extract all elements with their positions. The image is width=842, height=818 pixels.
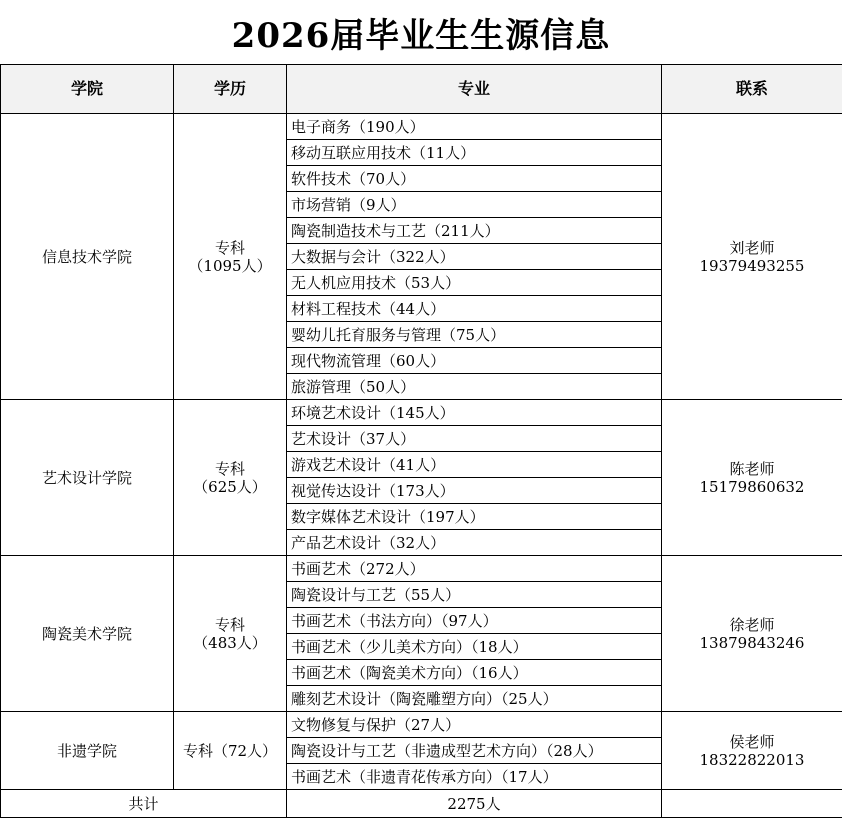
total-contact: [662, 790, 842, 818]
major-cell: 软件技术（70人）: [287, 166, 662, 192]
major-cell: 书画艺术（书法方向）（97人）: [287, 608, 662, 634]
major-cell: 陶瓷设计与工艺（55人）: [287, 582, 662, 608]
table-row: [1, 556, 842, 582]
contact-cell: 徐老师 13879843246: [662, 556, 842, 712]
major-cell: 书画艺术（非遗青花传承方向）（17人）: [287, 764, 662, 790]
major-cell: 移动互联应用技术（11人）: [287, 140, 662, 166]
table-row: [1, 114, 842, 140]
total-label: 共计: [1, 790, 287, 818]
header-major: 专业: [287, 65, 662, 114]
graduates-table: [0, 64, 842, 818]
contact-cell: 刘老师 19379493255: [662, 114, 842, 400]
header-degree: 学历: [174, 65, 287, 114]
major-cell: 产品艺术设计（32人）: [287, 530, 662, 556]
page-title: 2026届毕业生生源信息: [231, 15, 611, 56]
total-row: [1, 790, 842, 818]
major-cell: 雕刻艺术设计（陶瓷雕塑方向）（25人）: [287, 686, 662, 712]
header-college: 学院: [1, 65, 174, 114]
major-cell: 游戏艺术设计（41人）: [287, 452, 662, 478]
major-cell: 书画艺术（陶瓷美术方向）（16人）: [287, 660, 662, 686]
contact-cell: 侯老师 18322822013: [662, 712, 842, 790]
table-body: [1, 114, 842, 790]
major-cell: 现代物流管理（60人）: [287, 348, 662, 374]
major-cell: 材料工程技术（44人）: [287, 296, 662, 322]
college-cell: 陶瓷美术学院: [1, 556, 174, 712]
major-cell: 婴幼儿托育服务与管理（75人）: [287, 322, 662, 348]
contact-cell: 陈老师 15179860632: [662, 400, 842, 556]
table-row: [1, 400, 842, 426]
major-cell: 无人机应用技术（53人）: [287, 270, 662, 296]
college-cell: 信息技术学院: [1, 114, 174, 400]
degree-cell: 专科 （1095人）: [174, 114, 287, 400]
header-contact: 联系: [662, 65, 842, 114]
major-cell: 旅游管理（50人）: [287, 374, 662, 400]
major-cell: 陶瓷设计与工艺（非遗成型艺术方向）（28人）: [287, 738, 662, 764]
degree-cell: 专科 （483人）: [174, 556, 287, 712]
degree-cell: 专科 （625人）: [174, 400, 287, 556]
major-cell: 文物修复与保护（27人）: [287, 712, 662, 738]
major-cell: 环境艺术设计（145人）: [287, 400, 662, 426]
total-value: 2275人: [287, 790, 662, 818]
college-cell: 艺术设计学院: [1, 400, 174, 556]
major-cell: 陶瓷制造技术与工艺（211人）: [287, 218, 662, 244]
college-cell: 非遗学院: [1, 712, 174, 790]
major-cell: 艺术设计（37人）: [287, 426, 662, 452]
header-row: [1, 65, 842, 114]
major-cell: 市场营销（9人）: [287, 192, 662, 218]
major-cell: 书画艺术（272人）: [287, 556, 662, 582]
major-cell: 数字媒体艺术设计（197人）: [287, 504, 662, 530]
major-cell: 电子商务（190人）: [287, 114, 662, 140]
major-cell: 书画艺术（少儿美术方向）（18人）: [287, 634, 662, 660]
degree-cell: 专科（72人）: [174, 712, 287, 790]
table-row: [1, 712, 842, 738]
major-cell: 大数据与会计（322人）: [287, 244, 662, 270]
major-cell: 视觉传达设计（173人）: [287, 478, 662, 504]
